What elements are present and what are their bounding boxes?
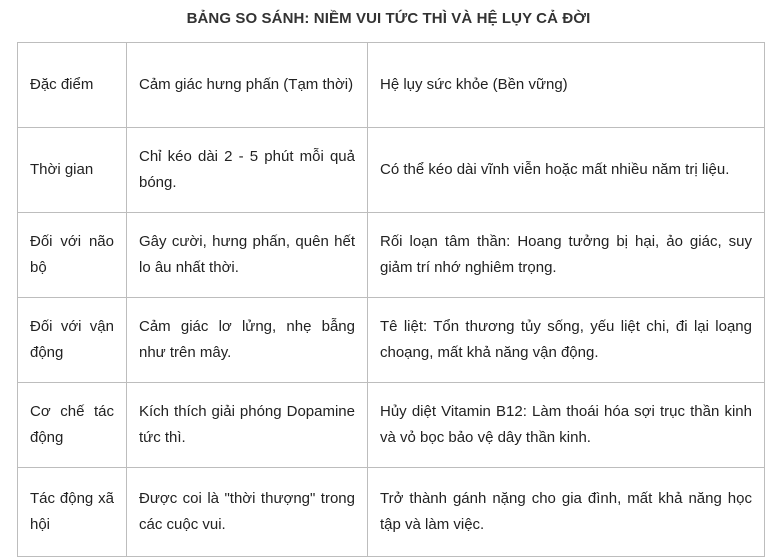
table-cell: Tác động xã hội [18,468,127,557]
table-cell: Tê liệt: Tổn thương tủy sống, yếu liệt chi, đi lại loạng choạng, mất khả năng vận động. [368,298,765,383]
table-row [18,298,765,383]
table-cell: Hủy diệt Vitamin B12: Làm thoái hóa sợi trục thần kinh và vỏ bọc bảo vệ dây thần kinh. [368,383,765,468]
table-cell: Rối loạn tâm thần: Hoang tưởng bị hại, ảo giác, suy giảm trí nhớ nghiêm trọng. [368,213,765,298]
table-cell: Cơ chế tác động [18,383,127,468]
table-cell: Có thể kéo dài vĩnh viễn hoặc mất nhiều năm trị liệu. [368,128,765,213]
table-row [18,128,765,213]
table-cell: Gây cười, hưng phấn, quên hết lo âu nhất thời. [127,213,368,298]
table-cell: Trở thành gánh nặng cho gia đình, mất khả năng học tập và làm việc. [368,468,765,557]
table-cell: Cảm giác hưng phấn (Tạm thời) [127,43,368,128]
table-row [18,468,765,557]
table-cell: Thời gian [18,128,127,213]
table-cell: Chỉ kéo dài 2 - 5 phút mỗi quả bóng. [127,128,368,213]
table-cell: Hệ lụy sức khỏe (Bền vững) [368,43,765,128]
table-row [18,213,765,298]
table-cell: Được coi là "thời thượng" trong các cuộc vui. [127,468,368,557]
table-title: BẢNG SO SÁNH: NIỀM VUI TỨC THÌ VÀ HỆ LỤY CẢ ĐỜI [186,10,591,27]
table-cell: Đặc điểm [18,43,127,128]
table-cell: Kích thích giải phóng Dopamine tức thì. [127,383,368,468]
table-row [18,383,765,468]
table-cell: Cảm giác lơ lửng, nhẹ bẫng như trên mây. [127,298,368,383]
table-cell: Đối với vận động [18,298,127,383]
table-header-row [18,43,765,128]
comparison-table [17,42,765,557]
table-cell: Đối với não bộ [18,213,127,298]
